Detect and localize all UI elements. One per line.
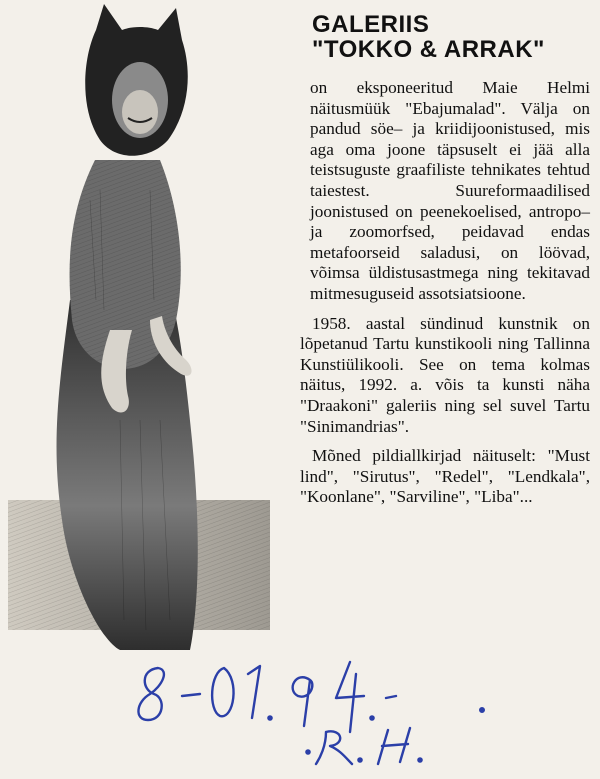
article-paragraph-1: on eksponeeritud Maie Helmi näitusmüük "Ebajumalad". Välja on pandud söe– ja kriidijoonistused, mis aga oma joone täpsuselt ei jää alla teistsuguste graafiliste tehnikates tehtud taiestest. Suureformaadilised joonistused on peenekoelised, antropo– ja zoomorfsed, peidavad endas metafoorseid saladusi, on löövad, võimsa üldistusastmega ning tekitavad mitmesuguseid assotsiatsioone. (310, 78, 590, 303)
handwritten-date-note (120, 640, 520, 770)
cat-drawing-icon (0, 0, 296, 660)
headline-line-1: GALERIIS (312, 11, 430, 38)
article-headline (312, 12, 592, 62)
headline-line-2: "TOKKO & ARRAK" (312, 36, 545, 63)
article-body (300, 78, 590, 517)
article-paragraph-3: Mõned pildiallkirjad näituselt: "Must lind", "Sirutus", "Redel", "Lendkala", "Koonlane", "Sarviline", "Liba"... (300, 446, 590, 507)
article-paragraph-2: 1958. aastal sündinud kunstnik on lõpetanud Tartu kunstikooli ning Tallinna Kunstiülikooli. See on tema kolmas näitus, 1992. a. võis ta kunsti näha "Draakoni" galeriis ning sel suvel Tartu "Sinimandrias". (300, 313, 590, 436)
